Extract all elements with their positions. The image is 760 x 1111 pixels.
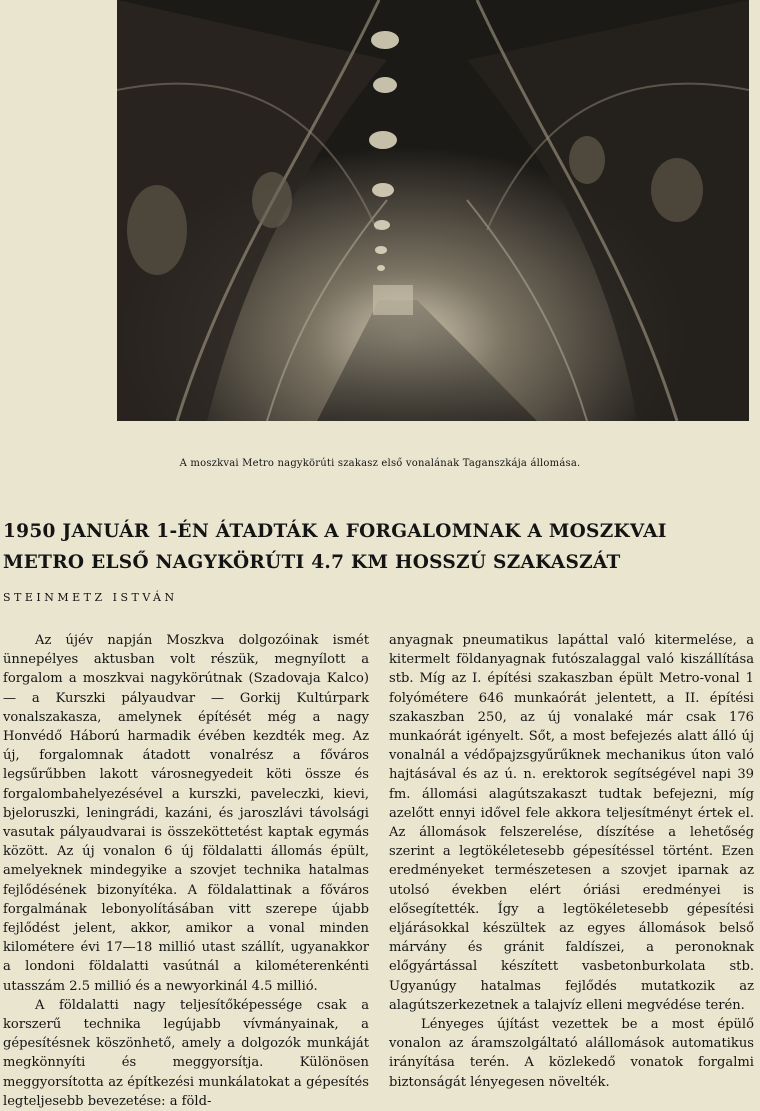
right-paragraph-1: anyagnak pneumatikus lapáttal való kitermelése, a kitermelt földanyagnak futószalaggal való kiszállítása stb. Míg az I. építési szakaszban épült Metro-vonal 1 folyómétere 646 munkaórát jelentett, a II. építési szakaszban 250, az új vonalaké már csak 176 munkaórát igényelt. Sőt, a most befejezés alatt álló új vonalnál a védőpajzsgyűrűknek mechanikus úton való hajtásával és az ú. n. erektorok segítségével napi 39 fm. állomási alagútszakaszt tudtak befejezni, míg azelőtt ennyi idővel fele akkora teljesítményt értek el. Az állomások felszerelése, díszítése a lehetőség szerint a legtökéletesebb gépesítéssel történt. Ezen eredményeket természetesen a szovjet iparnak az utolsó években elért óriási eredményei is elősegítették. Így a legtökéletesebb gépesítési eljárásokkal készültek az egyes állomások belső márvány és gránit faldíszei, a peronoknak előgyártással készített vasbetonburkolata stb. Ugyanúgy hatalmas fejlődés mutatkozik az alagútszerkezetnek a talajvíz elleni megvédése terén.: [389, 633, 754, 1013]
author-byline: STEINMETZ ISTVÁN: [3, 591, 178, 604]
title-line-1: 1950 JANUÁR 1-ÉN ÁTADTÁK A FORGALOMNAK A MOSZKVAI: [3, 521, 667, 542]
right-column: [389, 631, 754, 1092]
right-paragraph-2: Lényeges újítást vezettek be a most épülő vonalon az áramszolgáltató alállomások automatikus irányítása terén. A közlekedő vonatok forgalmi biztonságát lényegesen növelték.: [389, 1017, 754, 1090]
station-photo: [117, 0, 749, 421]
left-column: [3, 631, 369, 1111]
left-paragraph-1: Az újév napján Moszkva dolgozóinak ismét ünnepélyes aktusban volt részük, megnyílott a forgalom a moszkvai nagykörútnak (Szadovaja Kalco) — a Kurszki pályaudvar — Gorkij Kultúrpark vonalszakasza, amelynek építését még a nagy Honvédő Háború harmadik évében kezdték meg. Az új, forgalomnak átadott vonalrész a főváros legsűrűbben lakott városnegyedeit köti össze és forgalombahelyezésével a kurszki, paveleczki, kievi, bjeloruszki, leningrádi, kazáni, és jaroszlávi távolsági vasutak pályaudvarai is összeköttetést kaptak egymás között. Az új vonalon 6 új földalatti állomás épült, amelyeknek mindegyike a szovjet technika hatalmas fejlődésének bizonyítéka. A földalattinak a főváros forgalmának lebonyolításában vitt szerepe újabb fejlődést jelent, akkor, amikor a vonal minden kilométere évi 17—18 millió utast szállít, ugyanakkor a londoni földalatti vasútnál a kilométerenkénti utasszám 2.5 millió és a newyorkinál 4.5 millió.: [3, 633, 369, 994]
photo-caption: A moszkvai Metro nagykörúti szakasz első vonalának Taganszkája állomása.: [179, 458, 581, 469]
title-line-2: METRO ELSŐ NAGYKÖRÚTI 4.7 KM HOSSZÚ SZAKASZÁT: [3, 552, 621, 573]
left-paragraph-2: A földalatti nagy teljesítőképessége csak a korszerű technika legújabb vívmányainak, a gépesítésnek köszönhető, amely a dolgozók munkáját megkönnyíti és meggyorsítja. Különösen meggyorsította az építkezési munkálatokat a gépesítés legteljesebb bevezetése: a föld-: [3, 997, 369, 1109]
metro-vault-illustration: [117, 0, 749, 421]
article-title: [3, 516, 755, 578]
